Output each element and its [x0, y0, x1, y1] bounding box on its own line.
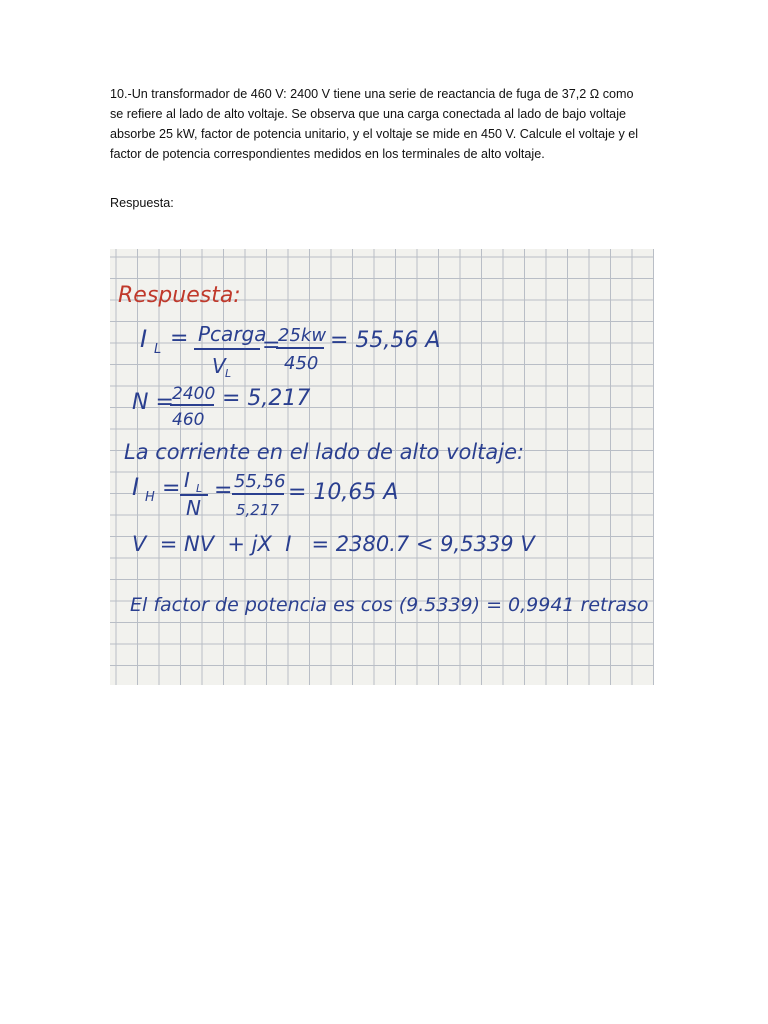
il-result: = 55,56 A [330, 328, 441, 353]
ih-eq2: = [214, 478, 233, 503]
problem-line-1: 10.-Un transformador de 460 V: 2400 V tiene una serie de reactancia de fuga de 37,2 Ω como [110, 87, 634, 101]
problem-statement [110, 84, 670, 164]
vh-line: V = NV + jX I = 2380.7 < 9,5339 V [132, 532, 535, 556]
n-frac-num: 2400 [172, 384, 216, 404]
handwritten-heading: Respuesta: [118, 283, 241, 308]
problem-line-3: absorbe 25 kW, factor de potencia unitario, y el voltaje se mide en 450 V. Calcule el voltaje y el [110, 127, 639, 141]
ih-frac-num-sub: L [196, 482, 203, 495]
ih-frac2-den: 5,217 [236, 501, 279, 519]
answer-label: Respuesta: [110, 196, 174, 210]
ih-eq1: = [162, 476, 181, 501]
il-frac-den-sub: L [225, 367, 232, 380]
il-eq2: = [262, 333, 281, 358]
ih-lhs: I [132, 473, 140, 501]
current-sentence: La corriente en el lado de alto voltaje: [124, 440, 525, 464]
il-frac-den: V [212, 354, 226, 378]
ih-frac-num: I [184, 468, 190, 492]
handwritten-solution-photo [110, 249, 654, 685]
problem-line-2: se refiere al lado de alto voltaje. Se observa que una carga conectada al lado de bajo voltaje [110, 107, 626, 121]
ih-frac2-num: 55,56 [234, 471, 286, 492]
n-frac-den: 460 [172, 410, 205, 430]
n-lhs: N = [132, 390, 174, 415]
problem-line-4: factor de potencia correspondientes medidos en los terminales de alto voltaje. [110, 147, 545, 161]
il-sub: L [154, 342, 162, 357]
il-frac-num: Pcarga [198, 322, 267, 346]
ih-result: = 10,65 A [288, 480, 399, 505]
il-frac2-num: 25kw [278, 325, 327, 346]
il-frac2-den: 450 [284, 353, 319, 374]
ih-frac-den: N [186, 496, 201, 520]
n-result: = 5,217 [222, 386, 311, 411]
paper-background [110, 249, 654, 685]
ih-sub: H [145, 490, 155, 505]
il-lhs: I [140, 325, 148, 353]
il-eq1: = [170, 326, 189, 351]
pf-line: El factor de potencia es cos (9.5339) = 0,9941 retraso [130, 594, 649, 616]
grid-paper [110, 249, 654, 685]
